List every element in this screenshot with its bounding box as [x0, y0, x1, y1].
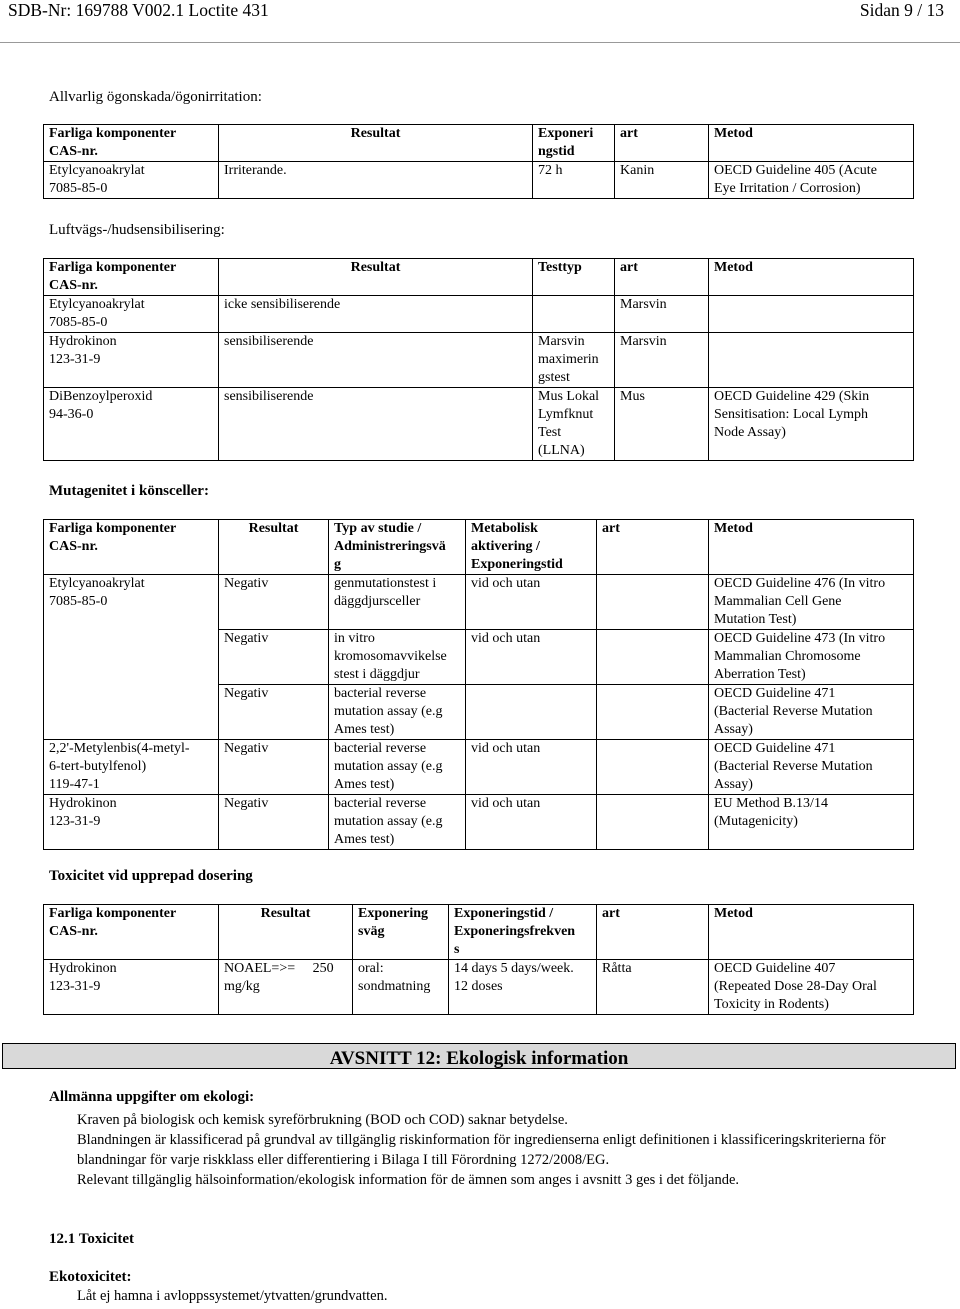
test-cell	[533, 296, 615, 333]
muta-table	[43, 519, 914, 850]
col-species: art	[597, 520, 709, 575]
study-cell: bacterial reverse mutation assay (e.g Ames test)	[329, 795, 466, 850]
table-row	[44, 575, 914, 630]
col-result: Resultat	[219, 125, 533, 162]
method-cell: EU Method B.13/14 (Mutagenicity)	[709, 795, 914, 850]
result-cell: Negativ	[219, 740, 329, 795]
component-cell: Hydrokinon 123-31-9	[44, 333, 219, 388]
component-cell: Etylcyanoakrylat 7085-85-0	[44, 575, 219, 740]
page-header	[8, 0, 944, 24]
section-12-heading: AVSNITT 12: Ekologisk information	[2, 1043, 956, 1069]
col-components: Farliga komponenter CAS-nr.	[44, 905, 219, 960]
component-cell: Etylcyanoakrylat 7085-85-0	[44, 162, 219, 199]
eye-table	[43, 124, 914, 199]
result-cell: Negativ	[219, 575, 329, 630]
method-cell: OECD Guideline 471 (Bacterial Reverse Mutation Assay)	[709, 740, 914, 795]
result-cell: Negativ	[219, 630, 329, 685]
method-cell	[709, 296, 914, 333]
species-cell: Kanin	[615, 162, 709, 199]
species-cell	[597, 685, 709, 740]
species-cell: Råtta	[597, 960, 709, 1015]
page-number: Sidan 9 / 13	[859, 0, 944, 20]
metabolic-cell: vid och utan	[466, 575, 597, 630]
col-components: Farliga komponenter CAS-nr.	[44, 259, 219, 296]
study-cell: in vitro kromosomavvikelse stest i däggdjur	[329, 630, 466, 685]
ecology-paragraph-2: Blandningen är klassificerad på grundval av tillgänglig riskinformation för ingredienserna enligt definitionen i klassificeringskriterierna för blandningar för varje riskklass eller differentiering i Bilaga I till Förordning 1272/2008/EG.	[77, 1132, 886, 1168]
component-cell: Hydrokinon 123-31-9	[44, 960, 219, 1015]
result-cell: NOAEL=>= 250 mg/kg	[219, 960, 353, 1015]
col-metabolic: Metabolisk aktivering / Exponeringstid	[466, 520, 597, 575]
col-route: Exponering sväg	[353, 905, 449, 960]
eye-title: Allvarlig ögonskada/ögonirritation:	[49, 89, 262, 105]
species-cell	[597, 740, 709, 795]
exposure-cell: 14 days 5 days/week. 12 doses	[449, 960, 597, 1015]
study-cell: bacterial reverse mutation assay (e.g Ames test)	[329, 685, 466, 740]
method-cell: OECD Guideline 429 (Skin Sensitisation: Local Lymph Node Assay)	[709, 388, 914, 461]
general-ecology-title: Allmänna uppgifter om ekologi:	[49, 1089, 255, 1105]
method-cell	[709, 333, 914, 388]
table-row	[44, 388, 914, 461]
toxicity-subsection-title: 12.1 Toxicitet	[49, 1231, 134, 1247]
col-exposure-time: Exponeri ngstid	[533, 125, 615, 162]
result-cell: Irriterande.	[219, 162, 533, 199]
method-cell: OECD Guideline 476 (In vitro Mammalian Cell Gene Mutation Test)	[709, 575, 914, 630]
species-cell: Marsvin	[615, 333, 709, 388]
muta-title: Mutagenitet i könsceller:	[49, 483, 209, 499]
metabolic-cell: vid och utan	[466, 740, 597, 795]
col-species: art	[615, 125, 709, 162]
table-header-row	[44, 905, 914, 960]
sens-table	[43, 258, 914, 461]
component-cell: Hydrokinon 123-31-9	[44, 795, 219, 850]
result-cell: icke sensibiliserende	[219, 296, 533, 333]
method-cell: OECD Guideline 471 (Bacterial Reverse Mutation Assay)	[709, 685, 914, 740]
method-cell: OECD Guideline 473 (In vitro Mammalian Chromosome Aberration Test)	[709, 630, 914, 685]
metabolic-cell: vid och utan	[466, 795, 597, 850]
col-components: Farliga komponenter CAS-nr.	[44, 125, 219, 162]
col-study-type: Typ av studie / Administreringsvä g	[329, 520, 466, 575]
col-test-type: Testtyp	[533, 259, 615, 296]
table-row	[44, 740, 914, 795]
species-cell	[597, 630, 709, 685]
col-result: Resultat	[219, 905, 353, 960]
result-cell: Negativ	[219, 685, 329, 740]
col-method: Metod	[709, 125, 914, 162]
component-cell: Etylcyanoakrylat 7085-85-0	[44, 296, 219, 333]
table-header-row	[44, 125, 914, 162]
species-cell	[597, 575, 709, 630]
col-components: Farliga komponenter CAS-nr.	[44, 520, 219, 575]
header-rule	[0, 42, 960, 43]
result-cell: sensibiliserende	[219, 333, 533, 388]
col-exposure-time: Exponeringstid / Exponeringsfrekven s	[449, 905, 597, 960]
result-cell: Negativ	[219, 795, 329, 850]
method-cell: OECD Guideline 405 (Acute Eye Irritation / Corrosion)	[709, 162, 914, 199]
species-cell: Marsvin	[615, 296, 709, 333]
col-method: Metod	[709, 259, 914, 296]
ecology-paragraph-1: Kraven på biologisk och kemisk syreförbrukning (BOD och COD) saknar betydelse.	[77, 1112, 568, 1128]
component-cell: 2,2'-Metylenbis(4-metyl- 6-tert-butylfenol) 119-47-1	[44, 740, 219, 795]
table-row	[44, 162, 914, 199]
col-species: art	[597, 905, 709, 960]
study-cell: genmutationstest i däggdjursceller	[329, 575, 466, 630]
table-row	[44, 960, 914, 1015]
ecotoxicity-text: Låt ej hamna i avloppssystemet/ytvatten/grundvatten.	[77, 1288, 388, 1304]
species-cell: Mus	[615, 388, 709, 461]
component-cell: DiBenzoylperoxid 94-36-0	[44, 388, 219, 461]
metabolic-cell: vid och utan	[466, 630, 597, 685]
test-cell: Mus Lokal Lymfknut Test (LLNA)	[533, 388, 615, 461]
table-header-row	[44, 520, 914, 575]
sens-title: Luftvägs-/hudsensibilisering:	[49, 222, 225, 238]
metabolic-cell	[466, 685, 597, 740]
ecotoxicity-title: Ekotoxicitet:	[49, 1269, 132, 1285]
repeat-title: Toxicitet vid upprepad dosering	[49, 868, 253, 884]
table-header-row	[44, 259, 914, 296]
table-row	[44, 296, 914, 333]
test-cell: Marsvin maximerin gstest	[533, 333, 615, 388]
ecology-paragraph-3: Relevant tillgänglig hälsoinformation/ekologisk information för de ämnen som anges i avsnitt 3 ges i det följande.	[77, 1172, 740, 1188]
route-cell: oral: sondmatning	[353, 960, 449, 1015]
col-result: Resultat	[219, 520, 329, 575]
col-species: art	[615, 259, 709, 296]
table-row	[44, 795, 914, 850]
repeat-table	[43, 904, 914, 1015]
table-row	[44, 333, 914, 388]
exposure-cell: 72 h	[533, 162, 615, 199]
study-cell: bacterial reverse mutation assay (e.g Ames test)	[329, 740, 466, 795]
doc-id: SDB-Nr: 169788 V002.1 Loctite 431	[8, 0, 269, 20]
col-method: Metod	[709, 520, 914, 575]
col-method: Metod	[709, 905, 914, 960]
species-cell	[597, 795, 709, 850]
method-cell: OECD Guideline 407 (Repeated Dose 28-Day Oral Toxicity in Rodents)	[709, 960, 914, 1015]
result-cell: sensibiliserende	[219, 388, 533, 461]
col-result: Resultat	[219, 259, 533, 296]
